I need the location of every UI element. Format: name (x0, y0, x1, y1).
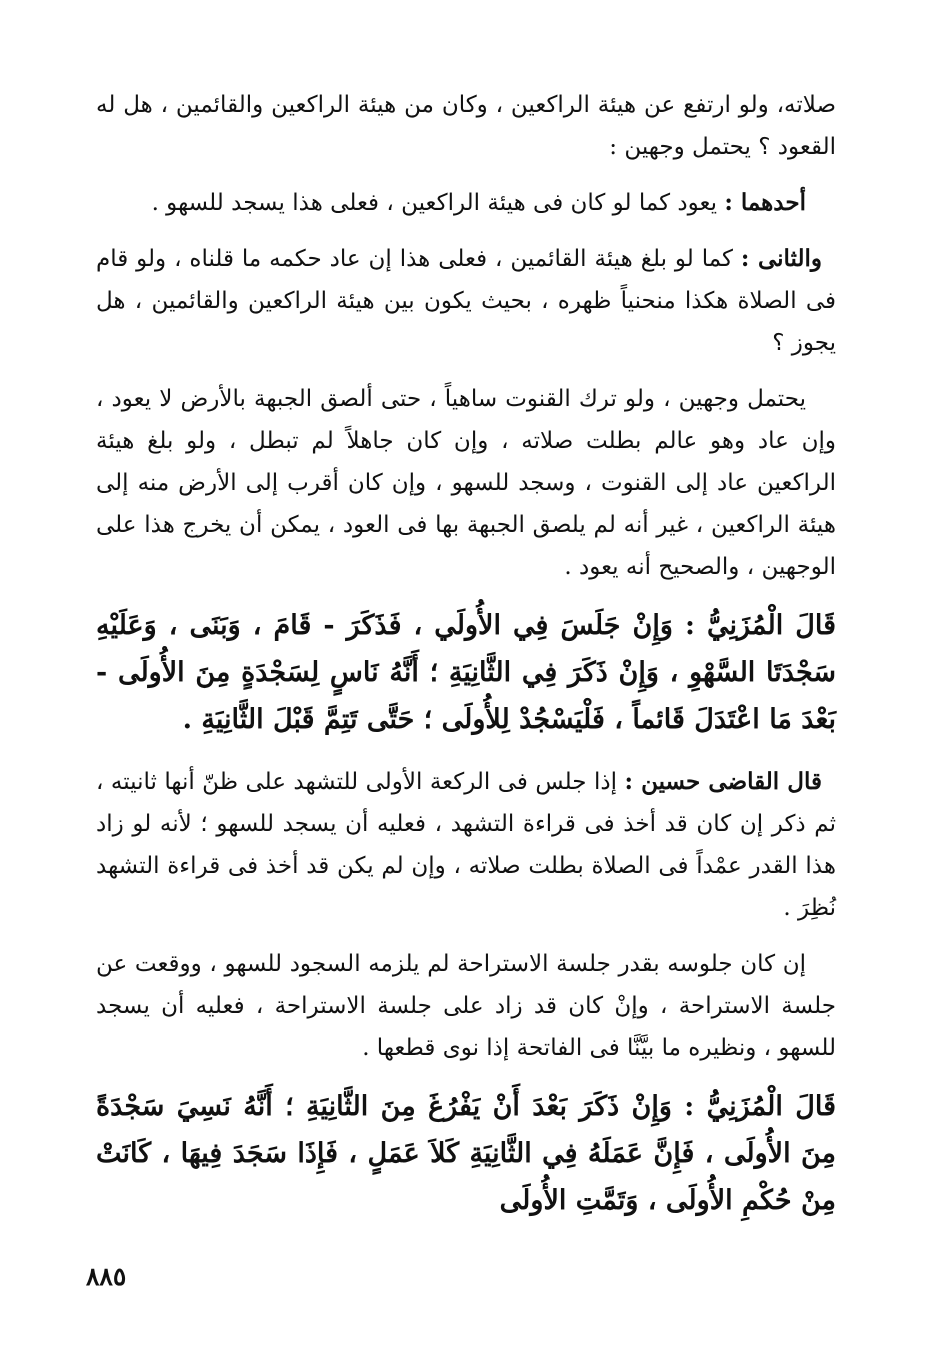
paragraph-6-lead: قال القاضى حسين : (624, 768, 822, 795)
paragraph-1 (96, 84, 836, 168)
paragraph-3 (96, 238, 836, 364)
paragraph-6-text: إذا جلس فى الركعة الأولى للتشهد على ظنّ أنها ثانيته ، ثم ذكر إن كان قد أخذ فى قراءة التشهد ، فعليه أن يسجد للسهو ؛ لأنه لو زاد هذا القدر عمْداً فى الصلاة بطلت صلاته ، وإن لم يكن قد أخذ فى قراءة التشهد نُظِرَ . (96, 769, 836, 921)
muzani-quote-1 (96, 602, 836, 743)
paragraph-7-text: إن كان جلوسه بقدر جلسة الاستراحة لم يلزمه السجود للسهو ، ووقعت عن جلسة الاستراحة ، وإنْ كان قد زاد على جلسة الاستراحة ، فعليه أن يسجد للسهو ، ونظيره ما بيَّنَّا فى الفاتحة إذا نوى قطعها . (96, 951, 836, 1061)
page-number: ٨٨٥ (86, 1262, 127, 1291)
paragraph-2 (96, 182, 836, 224)
paragraph-4-text: يحتمل وجهين ، ولو ترك القنوت ساهياً ، حتى ألصق الجبهة بالأرض لا يعود ، وإن عاد وهو عالم بطلت صلاته ، وإن كان جاهلاً لم تبطل ، ولو بلغ هيئة الراكعين عاد إلى القنوت ، وسجد للسهو ، وإن كان أقرب إلى الأرض منه إلى هيئة الراكعين ، غير أنه لم يلصق الجبهة بها فى العود ، يمكن أن يخرج هذا على الوجهين ، والصحيح أنه يعود . (96, 386, 836, 580)
muzani-quote-1-text: قَالَ الْمُزَنِيُّ : وَإِنْ جَلَسَ فِي الأُولَي ، فَذَكَرَ - قَامَ ، وَبَنَى ، وَعَلَيْهِ سَجْدَتَا السَّهْوِ ، وَإِنْ ذَكَرَ فِي الثَّانِيَةِ ؛ أَنَّهُ نَاسٍ لِسَجْدَةٍ مِنَ الأُولَى - بَعْدَ مَا اعْتَدَلَ قَائماً ، فَلْيَسْجُدْ لِلأُولَى ؛ حَتَّى تَتِمَّ قَبْلَ الثَّانِيَةِ . (96, 610, 836, 735)
paragraph-2-text: يعود كما لو كان فى هيئة الراكعين ، فعلى هذا يسجد للسهو . (151, 190, 725, 216)
document-page (96, 84, 836, 1242)
paragraph-7 (96, 943, 836, 1069)
paragraph-2-lead: أحدهما : (724, 189, 806, 216)
muzani-quote-2-text: قَالَ الْمُزَنِيُّ : وَإِنْ ذَكَرَ بَعْدَ أَنْ يَفْرُغَ مِنَ الثَّانِيَةِ ؛ أَنَّهُ نَسِيَ سَجْدَةً مِنَ الأُولَى ، فَإِنَّ عَمَلَهُ فِي الثَّانِيَةِ كَلاَ عَمَلٍ ، فَإِذَا سَجَدَ فِيهَا ، كَانَتْ مِنْ حُكْمِ الأُولَى ، وَتَمَّتِ الأُولَى (96, 1091, 836, 1216)
paragraph-6 (96, 761, 836, 929)
paragraph-3-text: كما لو بلغ هيئة القائمين ، فعلى هذا إن عاد حكمه ما قلناه ، ولو قام فى الصلاة هكذا منحنياً ظهره ، بحيث يكون بين هيئة الراكعين والقائمين ، هل يجوز ؟ (96, 246, 836, 356)
paragraph-4 (96, 378, 836, 588)
muzani-quote-2 (96, 1083, 836, 1224)
paragraph-1-text: صلاته، ولو ارتفع عن هيئة الراكعين ، وكان من هيئة الراكعين والقائمين ، هل له القعود ؟ يحتمل وجهين : (96, 92, 836, 160)
paragraph-3-lead: والثانى : (740, 245, 822, 272)
